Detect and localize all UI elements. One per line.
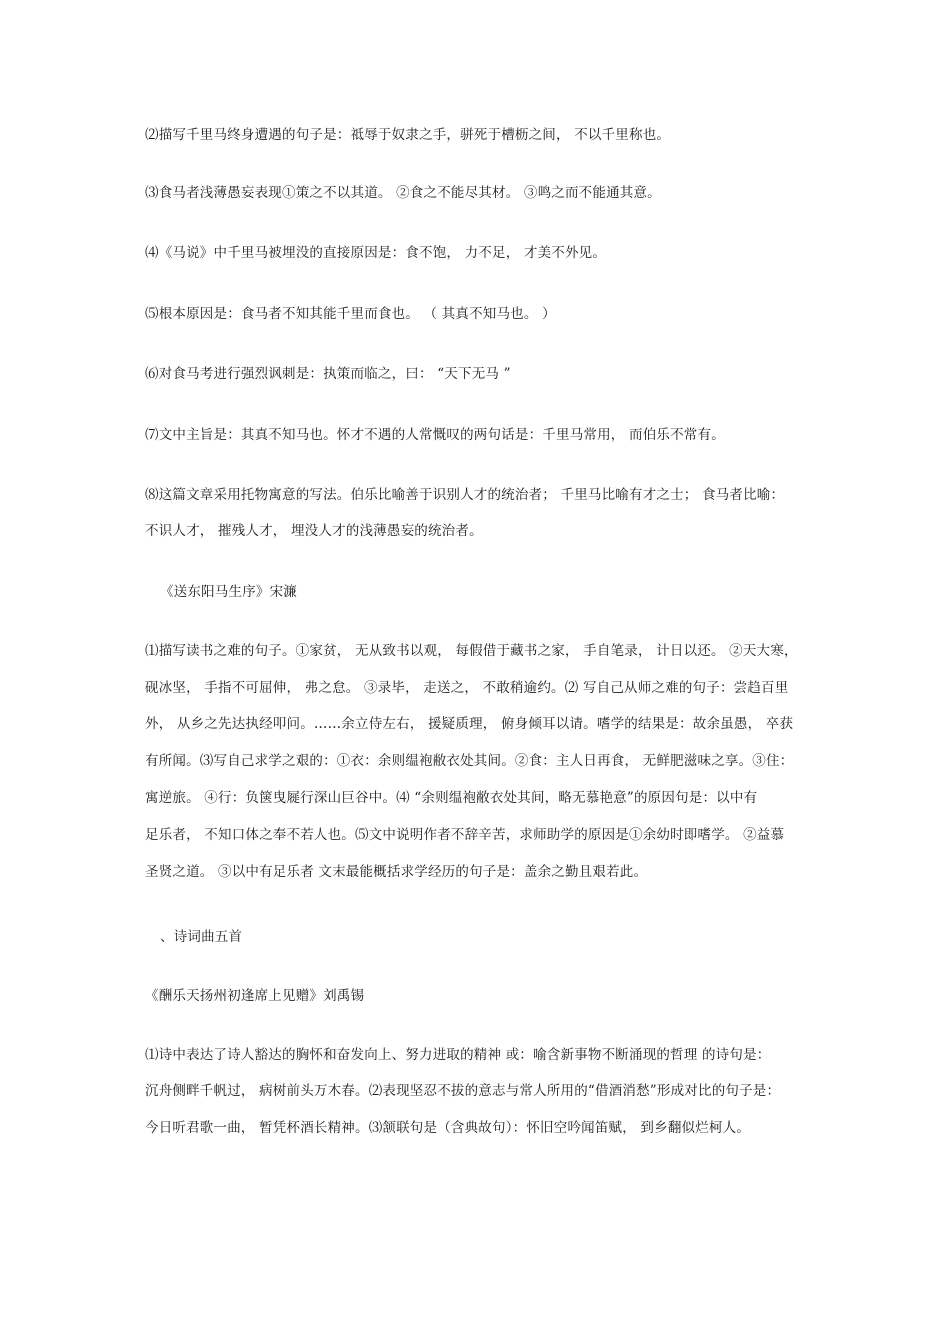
songdongyang-line-4: 有所闻。⑶写自己求学之艰的：①衣：余则缊袍敝衣处其间。②食：主人日再食， 无鲜肥滋味之享。③住： xyxy=(145,753,794,769)
paragraph-mashuo-6: ⑹对食马考进行强烈讽刺是：执策而临之，曰： “天下无马 ” xyxy=(145,366,511,382)
paragraph-mashuo-8-line2: 不识人才， 摧残人才， 埋没人才的浅薄愚妄的统治者。 xyxy=(145,523,483,539)
songdongyang-line-1: ⑴描写读书之难的句子。①家贫， 无从致书以观， 每假借于藏书之家， 手自笔录， 计日以还。 ②天大寒， xyxy=(145,643,798,659)
paragraph-mashuo-8-line1: ⑻这篇文章采用托物寓意的写法。伯乐比喻善于识别人才的统治者； 千里马比喻有才之士； 食马者比喻： xyxy=(145,487,785,503)
poems-line-1: ⑴诗中表达了诗人豁达的胸怀和奋发向上、努力进取的精神 或：喻含新事物不断涌现的哲理 的诗句是： xyxy=(145,1047,771,1063)
paragraph-mashuo-4: ⑷《马说》中千里马被埋没的直接原因是：食不饱， 力不足， 才美不外见。 xyxy=(145,245,607,261)
paragraph-mashuo-2: ⑵描写千里马终身遭遇的句子是：祗辱于奴隶之手，骈死于槽枥之间， 不以千里称也。 xyxy=(145,127,671,143)
songdongyang-line-5: 寓逆旅。 ④行：负箧曳屣行深山巨谷中。⑷ “余则缊袍敝衣处其间，略无慕艳意”的原因句是：以中有 xyxy=(145,790,758,806)
section-heading-poems: 、诗词曲五首 xyxy=(160,929,243,945)
songdongyang-line-6: 足乐者， 不知口体之奉不若人也。⑸文中说明作者不辞辛苦，求师助学的原因是①余幼时即嗜学。 ②益慕 xyxy=(145,827,785,843)
poems-line-3: 今日听君歌一曲， 暂凭杯酒长精神。⑶颔联句是（含典故句）：怀旧空吟闻笛赋， 到乡翻似烂柯人。 xyxy=(145,1120,751,1136)
paragraph-mashuo-5: ⑸根本原因是：食马者不知其能千里而食也。 （ 其真不知马也。 ） xyxy=(145,306,556,322)
poems-line-2: 沉舟侧畔千帆过， 病树前头万木春。⑵表现坚忍不拔的意志与常人所用的“借酒消愁”形成对比的句子是： xyxy=(145,1083,781,1099)
songdongyang-line-2: 砚冰坚， 手指不可屈伸， 弗之怠。 ③录毕， 走送之， 不敢稍逾约。⑵ 写自己从师之难的句子：尝趋百里 xyxy=(145,680,789,696)
songdongyang-line-3: 外， 从乡之先达执经叩问。……余立侍左右， 援疑质理， 俯身倾耳以请。嗜学的结果是：故余虽愚， 卒获 xyxy=(145,716,794,732)
songdongyang-line-7: 圣贤之道。 ③以中有足乐者 文末最能概括求学经历的句子是：盖余之勤且艰若此。 xyxy=(145,864,648,880)
paragraph-mashuo-7: ⑺文中主旨是：其真不知马也。怀才不遇的人常慨叹的两句话是：千里马常用， 而伯乐不常有。 xyxy=(145,427,725,443)
paragraph-mashuo-3: ⑶食马者浅薄愚妄表现①策之不以其道。 ②食之不能尽其材。 ③鸣之而不能通其意。 xyxy=(145,185,661,201)
poem-heading-liuyuxi: 《酬乐天扬州初逢席上见赠》刘禹锡 xyxy=(145,988,365,1004)
section-heading-songdongyang: 《送东阳马生序》宋濂 xyxy=(160,584,297,600)
